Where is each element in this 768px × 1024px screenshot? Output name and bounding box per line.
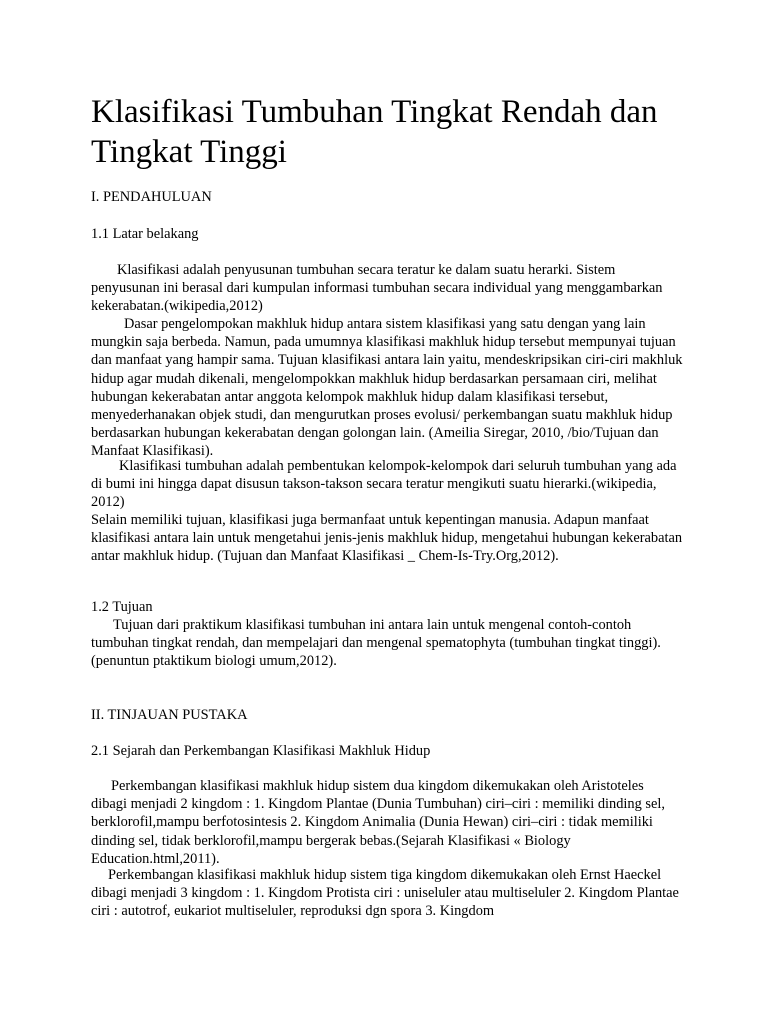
paragraph-1: Klasifikasi adalah penyusunan tumbuhan secara teratur ke dalam suatu herarki. Sistem penyusunan ini berasal dari kumpulan informasi tumbuhan secara individual yang menggambarkan kekerabatan.(wikipedia,2012) bbox=[91, 262, 663, 315]
paragraph-6: Perkembangan klasifikasi makhluk hidup sistem dua kingdom dikemukakan oleh Aristoteles dibagi menjadi 2 kingdom : 1. Kingdom Plantae (Dunia Tumbuhan) ciri–ciri : memiliki dinding sel, berklorofil,mampu berfotosintesis 2. Kingdom Animalia (Dunia Hewan) ciri–ciri : tidak memiliki dinding sel, tidak berklorofil,mampu bergerak bebas.(Sejarah Klasifikasi « Biology Education.html,2011). bbox=[91, 778, 665, 867]
paragraph-2: Dasar pengelompokan makhluk hidup antara sistem klasifikasi yang satu dengan yang lain mungkin saja berbeda. Namun, pada umumnya klasifikasi makhluk hidup tersebut mempunyai tujuan dan manfaat yang hampir sama. Tujuan klasifikasi antara lain yaitu, mendeskripsikan ciri-ciri makhluk hidup agar mudah dikenali, mengelompokkan makhluk hidup berdasarkan persamaan ciri, melihat hubungan kekerabatan antar anggota kelompok makhluk hidup dalam klasifikasi tersebut, menyederhanakan objek studi, dan mengurutkan proses evolusi/ perkembangan suatu makhluk hidup berdasarkan hubungan kekerabatan dengan golongan lain. (Ameilia Siregar, 2010, /bio/Tujuan dan Manfaat Klasifikasi). bbox=[91, 316, 683, 460]
paragraph-5: Tujuan dari praktikum klasifikasi tumbuhan ini antara lain untuk mengenal contoh-contoh tumbuhan tingkat rendah, dan mempelajari dan mengenal spematophyta (tumbuhan tingkat tinggi). (penuntun ptaktikum biologi umum,2012). bbox=[91, 617, 661, 670]
subheading-latar-belakang: 1.1 Latar belakang bbox=[91, 226, 199, 242]
document-title: Klasifikasi Tumbuhan Tingkat Rendah dan Tingkat Tinggi bbox=[91, 94, 658, 170]
subheading-sejarah: 2.1 Sejarah dan Perkembangan Klasifikasi Makhluk Hidup bbox=[91, 743, 431, 759]
subheading-tujuan: 1.2 Tujuan bbox=[91, 599, 153, 615]
section-heading-tinjauan-pustaka: II. TINJAUAN PUSTAKA bbox=[91, 707, 248, 723]
section-heading-pendahuluan: I. PENDAHULUAN bbox=[91, 189, 212, 205]
paragraph-7: Perkembangan klasifikasi makhluk hidup sistem tiga kingdom dikemukakan oleh Ernst Haeckel dibagi menjadi 3 kingdom : 1. Kingdom Protista ciri : uniseluler atau multiseluler 2. Kingdom Plantae ciri : autotrof, eukariot multiseluler, reproduksi dgn spora 3. Kingdom bbox=[91, 867, 679, 920]
paragraph-4: Selain memiliki tujuan, klasifikasi juga bermanfaat untuk kepentingan manusia. Adapun manfaat klasifikasi antara lain untuk mengetahui jenis-jenis makhluk hidup, mengetahui hubungan kekerabatan antar makhluk hidup. (Tujuan dan Manfaat Klasifikasi _ Chem-Is-Try.Org,2012). bbox=[91, 512, 683, 565]
paragraph-3: Klasifikasi tumbuhan adalah pembentukan kelompok-kelompok dari seluruh tumbuhan yang ada di bumi ini hingga dapat disusun takson-takson secara teratur mengikuti suatu hierarki.(wikipedia, 2012) bbox=[91, 458, 677, 511]
